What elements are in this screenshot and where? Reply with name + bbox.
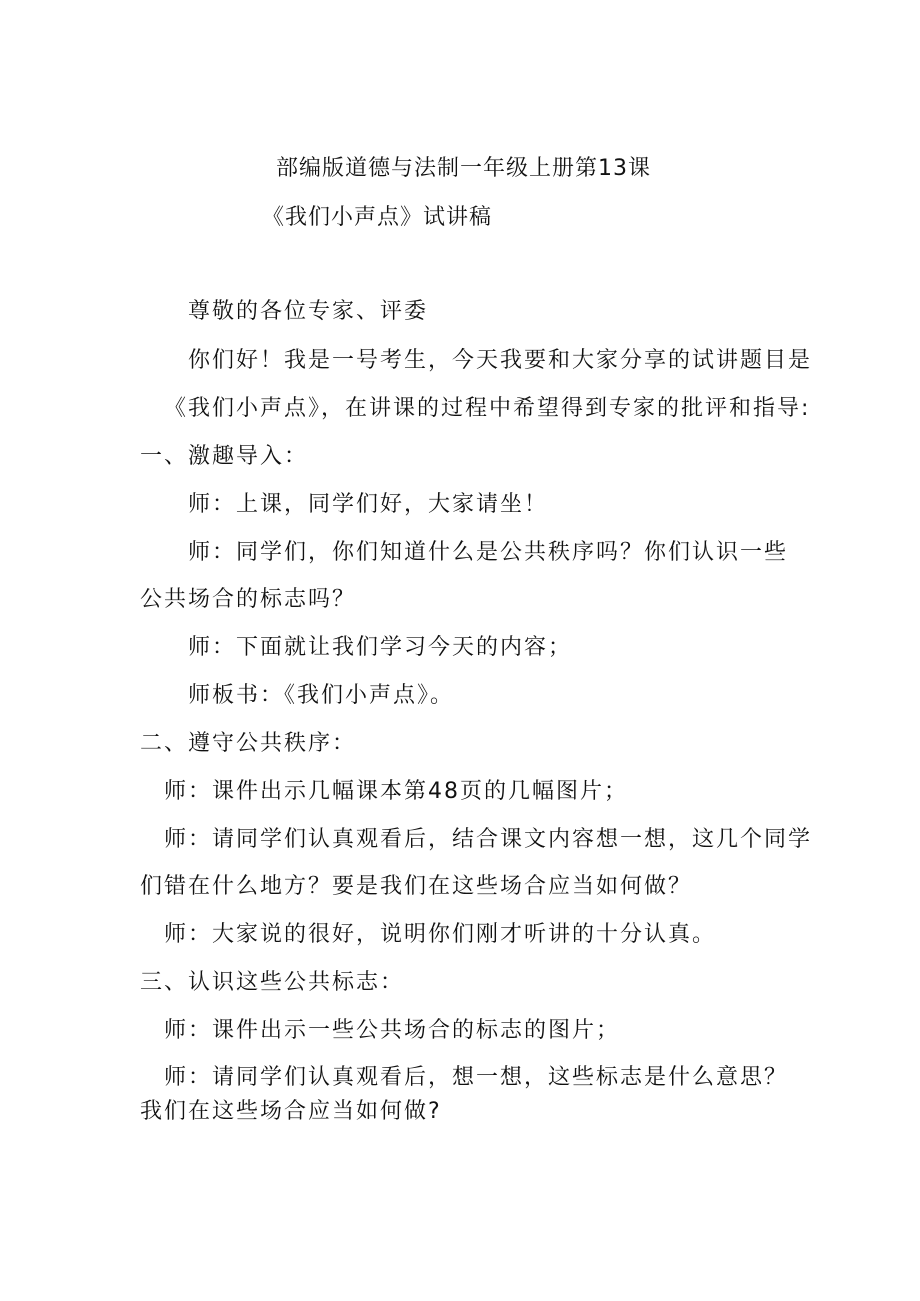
paragraph: 师：同学们，你们知道什么是公共秩序吗？你们认识一些 xyxy=(188,540,789,565)
paragraph: 《我们小声点》，在讲课的过程中希望得到专家的批评和指导: xyxy=(164,396,811,421)
greeting: 尊敬的各位专家、评委 xyxy=(188,299,429,324)
paragraph: 师：下面就让我们学习今天的内容； xyxy=(188,635,573,660)
paragraph: 公共场合的标志吗？ xyxy=(140,587,357,612)
document-title-line1: 部编版道德与法制一年级上册第13课 xyxy=(276,156,651,181)
paragraph: 你们好！我是一号考生，今天我要和大家分享的试讲题目是 xyxy=(188,348,813,373)
paragraph: 师板书：《我们小声点》。 xyxy=(188,683,455,708)
paragraph: 师：请同学们认真观看后，想一想，这些标志是什么意思？ xyxy=(164,1065,789,1090)
paragraph: 们错在什么地方？要是我们在这些场合应当如何做？ xyxy=(140,874,693,899)
section-heading: 二、遵守公共秩序： xyxy=(140,731,357,756)
paragraph: 师：课件出示一些公共场合的标志的图片； xyxy=(164,1018,621,1043)
paragraph: 师：大家说的很好，说明你们刚才听讲的十分认真。 xyxy=(164,922,717,947)
paragraph: 我们在这些场合应当如何做? xyxy=(140,1099,442,1124)
paragraph: 师：请同学们认真观看后，结合课文内容想一想，这几个同学 xyxy=(164,827,813,852)
document-title-line2: 《我们小声点》试讲稿 xyxy=(262,205,493,230)
section-heading: 一、激趣导入： xyxy=(140,444,309,469)
section-heading: 三、认识这些公共标志： xyxy=(140,970,405,995)
paragraph: 师：课件出示几幅课本第48页的几幅图片； xyxy=(164,779,628,804)
paragraph: 师：上课，同学们好，大家请坐！ xyxy=(188,492,549,517)
